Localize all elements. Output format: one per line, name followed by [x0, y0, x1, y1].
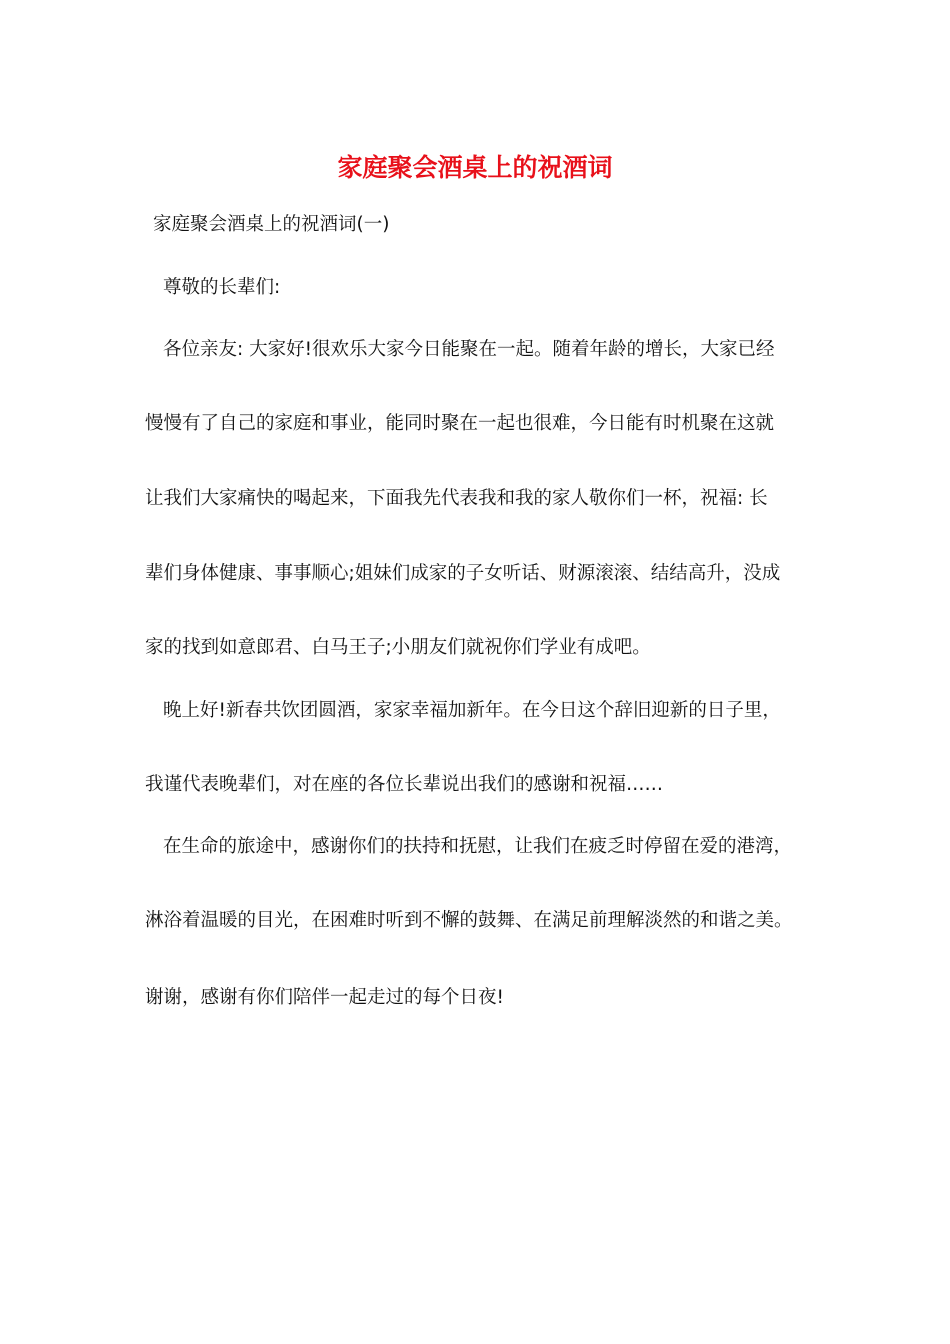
document-subtitle: 家庭聚会酒桌上的祝酒词(一) — [153, 214, 390, 235]
paragraph-line: 在生命的旅途中，感谢你们的扶持和抚慰，让我们在疲乏时停留在爱的港湾， — [163, 836, 793, 857]
paragraph-line: 让我们大家痛快的喝起来，下面我先代表我和我的家人敬你们一杯，祝福: 长 — [145, 488, 768, 509]
document-title: 家庭聚会酒桌上的祝酒词 — [337, 153, 613, 182]
paragraph-line: 辈们身体健康、事事顺心;姐妹们成家的子女听话、财源滚滚、结结高升，没成 — [145, 563, 781, 584]
paragraph-line: 慢慢有了自己的家庭和事业，能同时聚在一起也很难，今日能有时机聚在这就 — [145, 413, 775, 434]
paragraph-line: 淋浴着温暖的目光，在困难时听到不懈的鼓舞、在满足前理解淡然的和谐之美。 — [145, 910, 793, 931]
paragraph-line: 各位亲友: 大家好!很欢乐大家今日能聚在一起。随着年龄的增长，大家已经 — [163, 339, 775, 360]
salutation-line: 尊敬的长辈们: — [163, 277, 281, 298]
paragraph-line: 我谨代表晚辈们，对在座的各位长辈说出我们的感谢和祝福…… — [145, 774, 664, 795]
paragraph-line: 家的找到如意郎君、白马王子;小朋友们就祝你们学业有成吧。 — [145, 637, 651, 658]
paragraph-line: 晚上好!新春共饮团圆酒，家家幸福加新年。在今日这个辞旧迎新的日子里， — [163, 700, 781, 721]
paragraph-line: 谢谢，感谢有你们陪伴一起走过的每个日夜! — [145, 987, 504, 1008]
